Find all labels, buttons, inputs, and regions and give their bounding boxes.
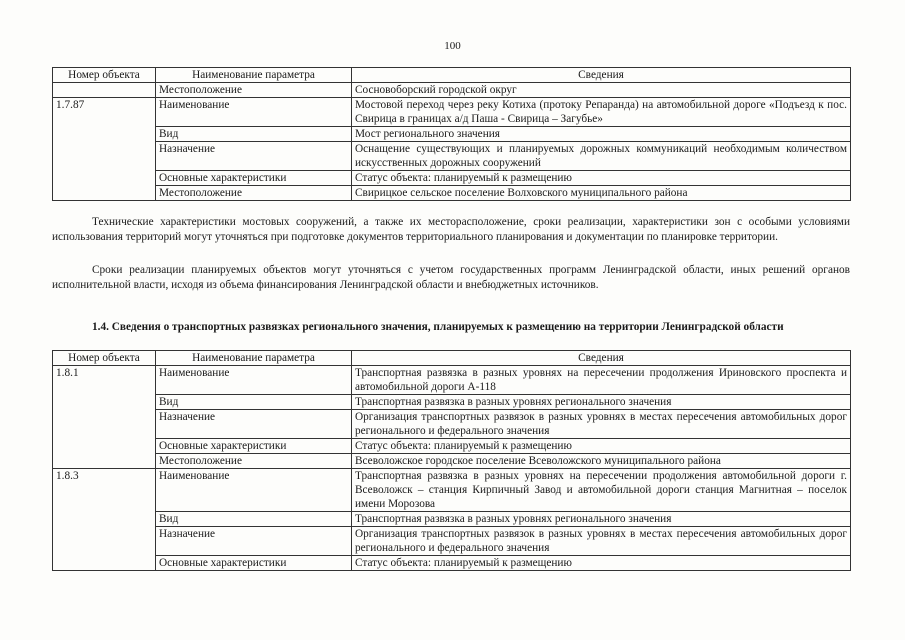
header-parameter-name: Наименование параметра bbox=[156, 68, 352, 83]
details-cell: Организация транспортных развязок в разных уровнях в местах пересечения автомобильных дорог регионального и федерального значения bbox=[352, 410, 851, 439]
table-row bbox=[53, 469, 851, 512]
table-row bbox=[53, 186, 851, 201]
table-row bbox=[53, 142, 851, 171]
header-parameter-name: Наименование параметра bbox=[156, 351, 352, 366]
details-cell: Статус объекта: планируемый к размещению bbox=[352, 171, 851, 186]
details-cell: Статус объекта: планируемый к размещению bbox=[352, 439, 851, 454]
table-header-row bbox=[53, 68, 851, 83]
parameter-cell: Основные характеристики bbox=[156, 171, 352, 186]
table-row bbox=[53, 410, 851, 439]
details-cell: Всеволожское городское поселение Всеволожского муниципального района bbox=[352, 454, 851, 469]
details-cell: Мостовой переход через реку Котиха (протоку Репаранда) на автомобильной дороге «Подъезд к пос. Свирица в границах а/д Паша - Свирица – Загубье» bbox=[352, 98, 851, 127]
objects-table-bridges bbox=[52, 67, 851, 201]
parameter-cell: Наименование bbox=[156, 98, 352, 127]
parameter-cell: Местоположение bbox=[156, 454, 352, 469]
parameter-cell: Наименование bbox=[156, 469, 352, 512]
details-cell: Сосновоборский городской округ bbox=[352, 83, 851, 98]
details-cell: Организация транспортных развязок в разных уровнях в местах пересечения автомобильных дорог регионального и федерального значения bbox=[352, 527, 851, 556]
table-header-row bbox=[53, 351, 851, 366]
table-row bbox=[53, 512, 851, 527]
parameter-cell: Назначение bbox=[156, 142, 352, 171]
header-object-number: Номер объекта bbox=[53, 68, 156, 83]
section-heading: 1.4. Сведения о транспортных развязках регионального значения, планируемых к размещению на территории Ленинградской области bbox=[92, 321, 784, 333]
objects-table-interchanges bbox=[52, 350, 851, 571]
table-row bbox=[53, 395, 851, 410]
object-number-cell: 1.8.1 bbox=[53, 366, 156, 469]
table-row bbox=[53, 454, 851, 469]
table-row bbox=[53, 83, 851, 98]
details-cell: Оснащение существующих и планируемых дорожных коммуникаций необходимым количеством искусственных дорожных сооружений bbox=[352, 142, 851, 171]
page-number: 100 bbox=[444, 40, 461, 52]
parameter-cell: Местоположение bbox=[156, 186, 352, 201]
parameter-cell: Вид bbox=[156, 512, 352, 527]
table-row bbox=[53, 171, 851, 186]
details-cell: Мост регионального значения bbox=[352, 127, 851, 142]
header-details: Сведения bbox=[352, 68, 851, 83]
header-object-number: Номер объекта bbox=[53, 351, 156, 366]
details-cell: Свирицкое сельское поселение Волховского муниципального района bbox=[352, 186, 851, 201]
table-row bbox=[53, 127, 851, 142]
paragraph-technical-characteristics: Технические характеристики мостовых сооружений, а также их месторасположение, сроки реализации, характеристики зон с особыми условиями использования территорий могут уточняться при подготовке документов территориального планирования и документации по планировке территории. bbox=[52, 216, 850, 243]
parameter-cell: Вид bbox=[156, 127, 352, 142]
header-details: Сведения bbox=[352, 351, 851, 366]
parameter-cell: Основные характеристики bbox=[156, 439, 352, 454]
parameter-cell: Основные характеристики bbox=[156, 556, 352, 571]
parameter-cell: Назначение bbox=[156, 527, 352, 556]
details-cell: Транспортная развязка в разных уровнях регионального значения bbox=[352, 395, 851, 410]
parameter-cell: Местоположение bbox=[156, 83, 352, 98]
details-cell: Транспортная развязка в разных уровнях на пересечении продолжения Ириновского проспекта и автомобильной дороги А-118 bbox=[352, 366, 851, 395]
parameter-cell: Вид bbox=[156, 395, 352, 410]
table-row bbox=[53, 366, 851, 395]
parameter-cell: Наименование bbox=[156, 366, 352, 395]
object-number-cell: 1.8.3 bbox=[53, 469, 156, 571]
object-number-cell: 1.7.87 bbox=[53, 98, 156, 201]
paragraph-implementation-terms: Сроки реализации планируемых объектов могут уточняться с учетом государственных программ Ленинградской области, иных решений органов исполнительной власти, исходя из объема финансирования Ленинградской области и внебюджетных источников. bbox=[52, 264, 850, 291]
table-row bbox=[53, 439, 851, 454]
details-cell: Статус объекта: планируемый к размещению bbox=[352, 556, 851, 571]
table-row bbox=[53, 527, 851, 556]
details-cell: Транспортная развязка в разных уровнях на пересечении продолжения автомобильной дороги г. Всеволожск – станция Кирпичный Завод и автомобильной дороги станция Магнитная – поселок имени Морозова bbox=[352, 469, 851, 512]
details-cell: Транспортная развязка в разных уровнях регионального значения bbox=[352, 512, 851, 527]
table-row bbox=[53, 98, 851, 127]
parameter-cell: Назначение bbox=[156, 410, 352, 439]
table-row bbox=[53, 556, 851, 571]
object-number-cell bbox=[53, 83, 156, 98]
